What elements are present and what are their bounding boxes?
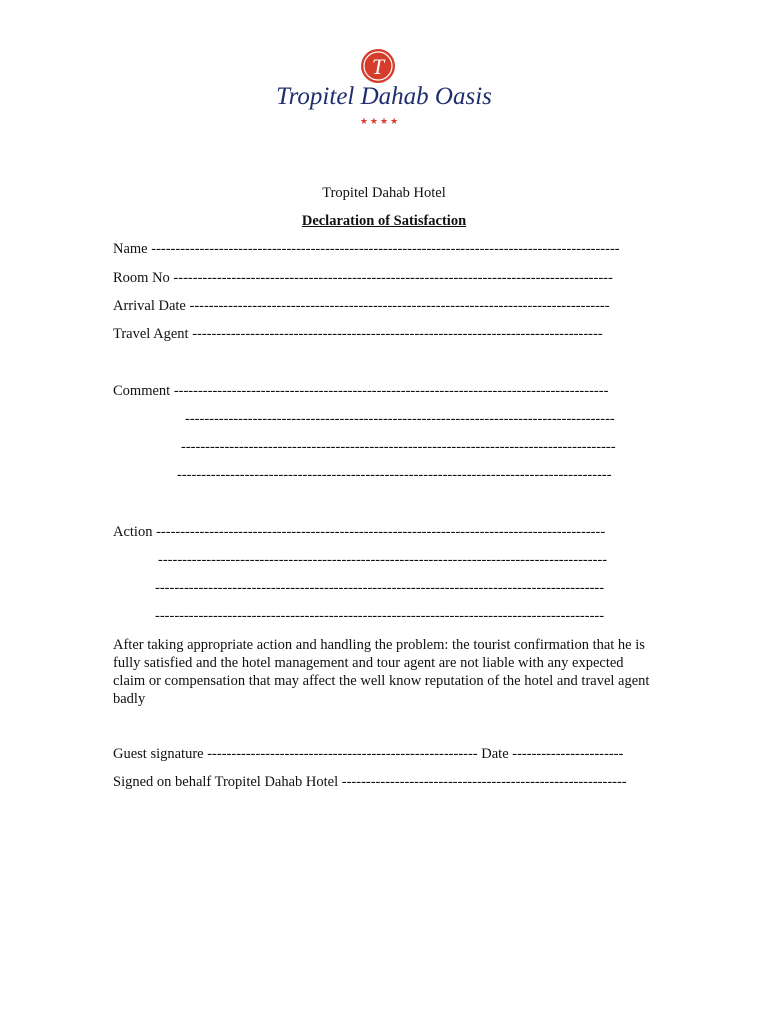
action-line: --------------------------------------------------------------------------------------------- bbox=[155, 608, 605, 624]
document-title: Declaration of Satisfaction bbox=[301, 213, 467, 229]
logo-wordmark: Tropitel Dahab Oasis bbox=[276, 83, 492, 110]
arrival-date-field: Arrival Date --------------------------------------------------------------------------------------- bbox=[113, 298, 610, 314]
name-field: Name ------------------------------------------------------------------------------------------------- bbox=[113, 241, 620, 257]
comment-line: ------------------------------------------------------------------------------------------ bbox=[181, 439, 616, 455]
hotel-signature-line: Signed on behalf Tropitel Dahab Hotel ----------------------------------------------------------- bbox=[113, 774, 627, 790]
action-line: --------------------------------------------------------------------------------------------- bbox=[155, 580, 605, 596]
guest-signature-line: Guest signature -------------------------------------------------------- Date ----------------------- bbox=[113, 746, 624, 762]
travel-agent-field: Travel Agent ------------------------------------------------------------------------------------- bbox=[113, 326, 603, 342]
room-no-field: Room No ------------------------------------------------------------------------------------------- bbox=[113, 270, 613, 286]
logo-monogram: T bbox=[371, 54, 385, 79]
action-line: --------------------------------------------------------------------------------------------- bbox=[158, 552, 608, 568]
comment-line: ------------------------------------------------------------------------------------------ bbox=[177, 467, 612, 483]
logo-stars: ★★★★ bbox=[359, 117, 401, 127]
comment-field: Comment ------------------------------------------------------------------------------------------ bbox=[113, 383, 609, 399]
action-field: Action --------------------------------------------------------------------------------------------- bbox=[113, 524, 606, 540]
hotel-name: Tropitel Dahab Hotel bbox=[322, 185, 446, 201]
declaration-paragraph: After taking appropriate action and handling the problem: the tourist confirmation that he is fully satisfied and the hotel management and tour agent are not liable with any expected claim or compensation that may affect the well know reputation of the hotel and travel agent badly bbox=[113, 637, 650, 707]
hotel-logo bbox=[272, 46, 496, 128]
comment-line: ----------------------------------------------------------------------------------------- bbox=[185, 411, 615, 427]
